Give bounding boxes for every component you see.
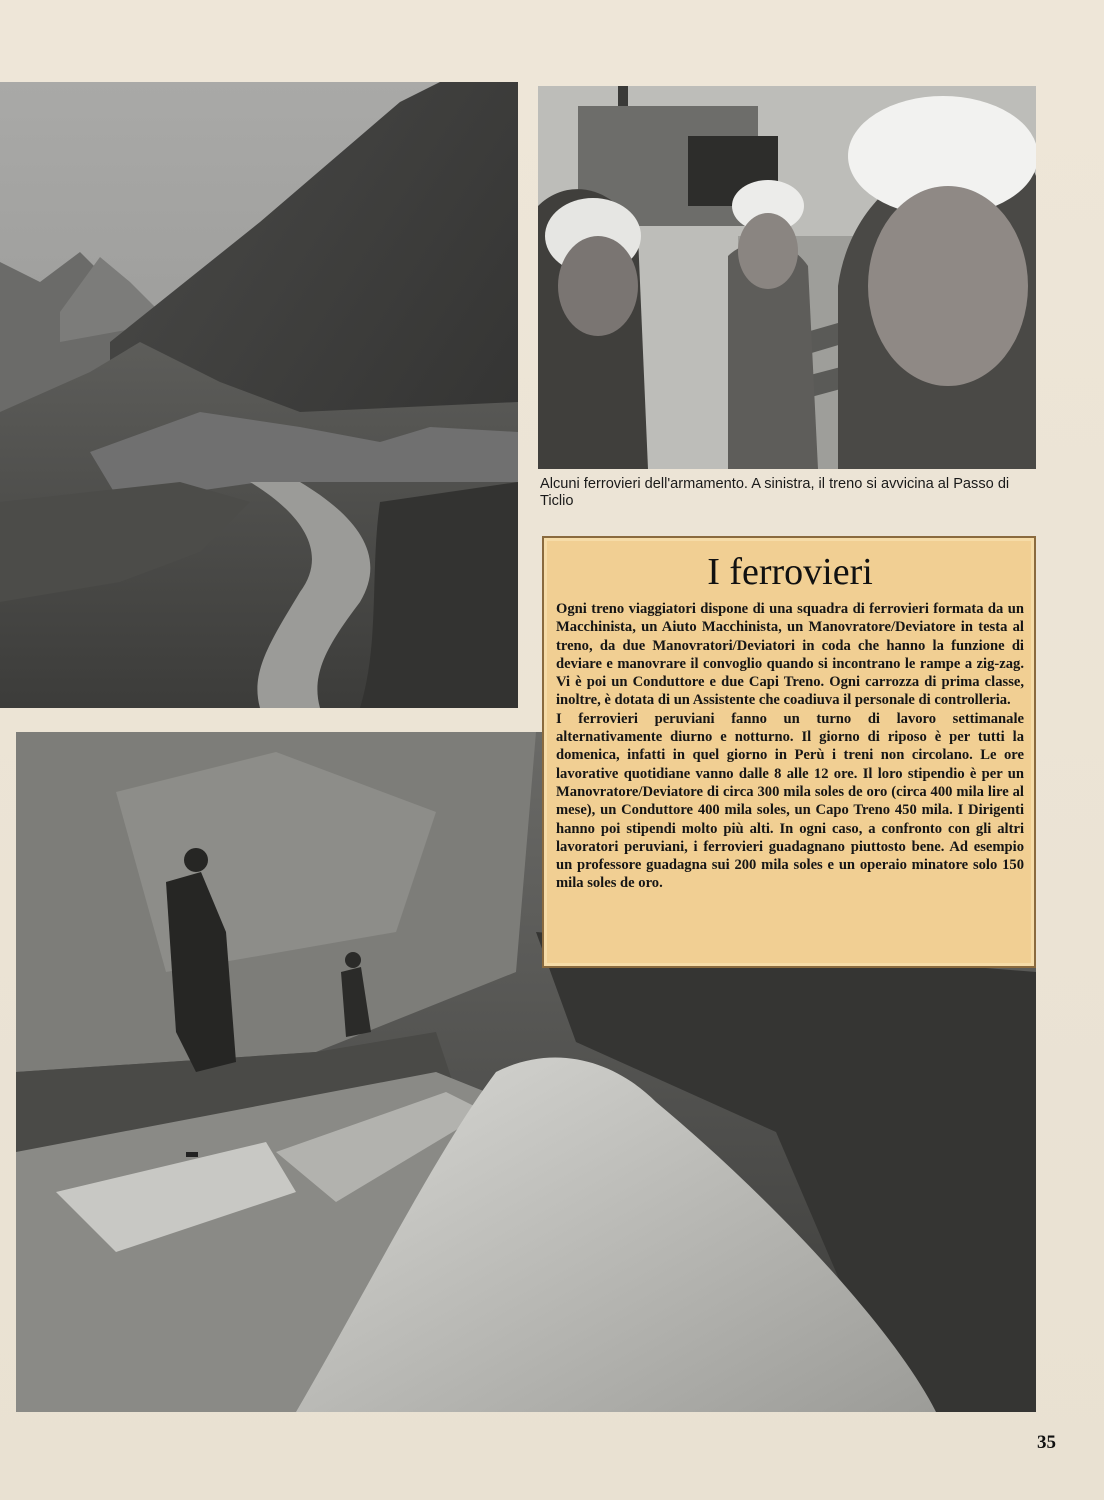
workers-photo-image [538,86,1036,469]
valley-photo-image [0,82,518,708]
sidebar-body [556,600,1024,893]
page-number: 35 [1037,1432,1056,1453]
valley-photo [0,82,518,708]
sidebar-box [542,536,1036,968]
sidebar-title: I ferrovieri [707,551,873,593]
sidebar-paragraph: I ferrovieri peruviani fanno un turno di lavoro settimanale alternativamente diurno e notturno. Il giorno di riposo è per tutti la domenica, infatti in quel giorno in Perù i treni non circolano. Le ore lavorative quotidiane vanno dalle 8 alle 12 ore. Il loro stipendio è per un Manovratore/Deviatore di circa 300 mila soles de oro (circa 400 mila lire al mese), un Conduttore 400 mila soles, un Capo Treno 450 mila. I Dirigenti hanno poi stipendi molto più alti. In ogni caso, a confronto con gli altri lavoratori peruviani, i ferrovieri guadagnano piuttosto bene. Ad esempio un professore guadagna sui 200 mila soles e un operaio minatore solo 150 mila soles de oro. [556,710,1024,892]
photo-caption: Alcuni ferrovieri dell'armamento. A sinistra, il treno si avvicina al Passo di Ticlio [540,476,1010,509]
sidebar-paragraph: Ogni treno viaggiatori dispone di una squadra di ferrovieri formata da un Macchinista, un Aiuto Macchinista, un Manovratore/Deviatore in testa al treno, da due Manovratori/Deviatori in coda che hanno la funzione di deviare e manovrare il convoglio quando si incontrano le rampe a zig-zag. Vi è poi un Conduttore e due Capi Treno. Ogni carrozza di prima classe, inoltre, è dotata di un Assistente che coadiuva il personale di controlleria. [556,601,1024,709]
workers-photo [538,86,1036,469]
